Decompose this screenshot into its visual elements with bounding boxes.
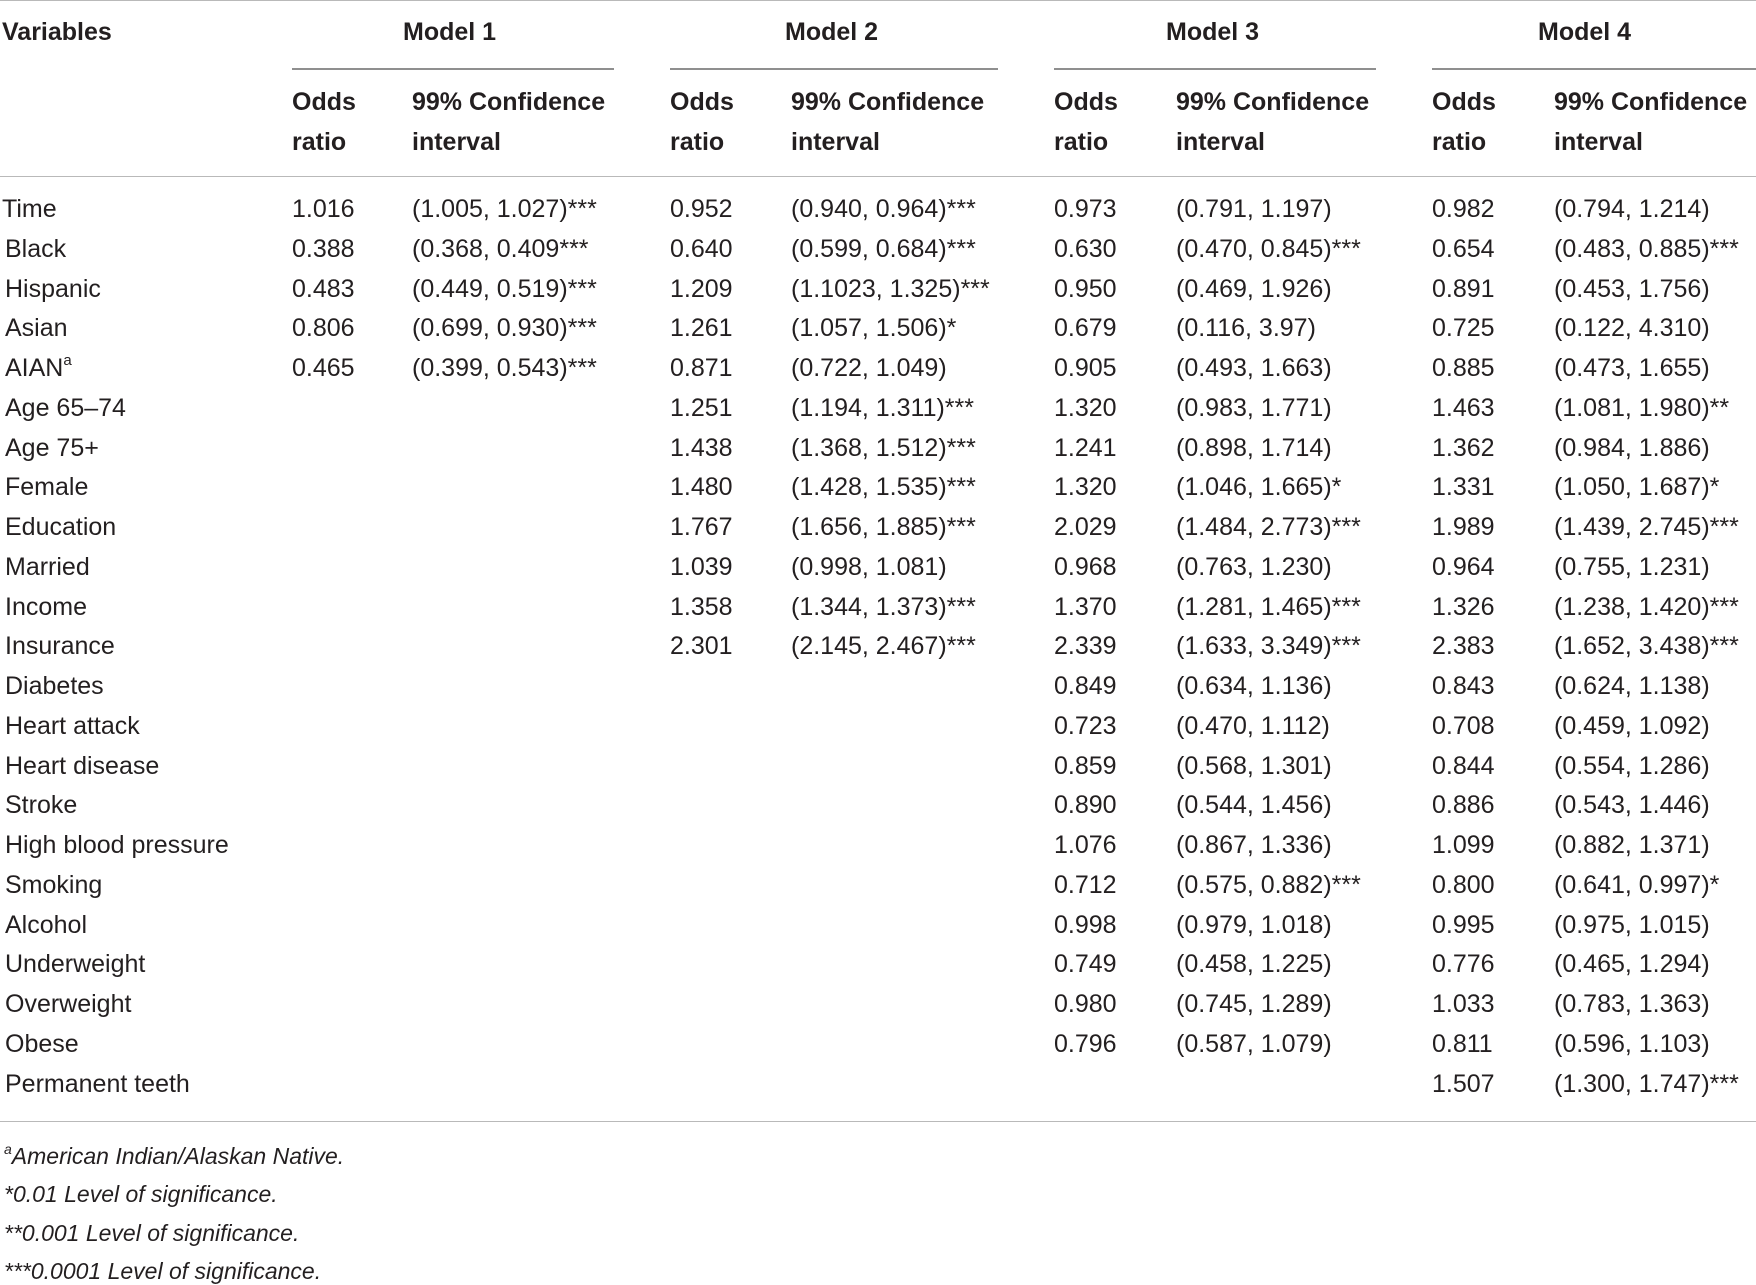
- confidence-interval-cell: (0.449, 0.519)***: [412, 274, 597, 303]
- confidence-interval-cell: (0.544, 1.456): [1176, 791, 1332, 820]
- variables-header: Variables: [2, 18, 112, 46]
- confidence-interval-cell: (0.940, 0.964)***: [791, 195, 976, 223]
- odds-ratio-cell: 0.905: [1054, 354, 1117, 382]
- confidence-interval-cell: (0.493, 1.663): [1176, 354, 1332, 382]
- confidence-interval-cell: (1.050, 1.687)*: [1554, 473, 1720, 502]
- odds-ratio-cell: 0.952: [670, 195, 733, 223]
- confidence-interval-cell: (1.439, 2.745)***: [1554, 513, 1739, 541]
- odds-ratio-cell: 2.383: [1432, 632, 1495, 661]
- variable-label: Smoking: [5, 870, 103, 899]
- confidence-interval-cell: (0.979, 1.018): [1176, 910, 1332, 939]
- footnote: ***0.0001 Level of significance.: [4, 1258, 322, 1284]
- confidence-interval-cell: (1.633, 3.349)***: [1176, 632, 1361, 661]
- confidence-interval-cell: (0.465, 1.294): [1554, 950, 1710, 979]
- odds-ratio-subheader: Odds ratio: [292, 88, 356, 156]
- confidence-interval-cell: (1.300, 1.747)***: [1554, 1069, 1739, 1098]
- confidence-interval-cell: (0.755, 1.231): [1554, 552, 1710, 581]
- variable-label: Asian: [5, 314, 68, 343]
- variable-label: Time: [2, 195, 57, 223]
- confidence-interval-cell: (1.005, 1.027)***: [412, 195, 597, 223]
- odds-ratio-cell: 0.980: [1054, 990, 1117, 1018]
- variable-label: Stroke: [5, 791, 78, 820]
- confidence-interval-cell: (1.652, 3.438)***: [1554, 632, 1739, 661]
- confidence-interval-cell: (1.194, 1.311)***: [791, 393, 974, 422]
- confidence-interval-subheader: 99% Confidence interval: [1554, 88, 1748, 156]
- odds-ratio-cell: 1.039: [670, 552, 733, 581]
- odds-ratio-cell: 1.076: [1054, 831, 1117, 859]
- model-3-underline: [1054, 68, 1376, 70]
- variable-label: Black: [5, 234, 67, 263]
- confidence-interval-cell: (0.470, 1.112): [1176, 711, 1330, 740]
- odds-ratio-cell: 2.029: [1054, 513, 1117, 541]
- odds-ratio-cell: 1.320: [1054, 393, 1117, 422]
- variable-label: Heart disease: [5, 751, 160, 780]
- odds-ratio-cell: 0.723: [1054, 711, 1117, 740]
- odds-ratio-cell: 0.708: [1432, 711, 1495, 740]
- odds-ratio-cell: 0.950: [1054, 274, 1117, 303]
- model-4-underline: [1432, 68, 1756, 70]
- confidence-interval-cell: (0.984, 1.886): [1554, 433, 1710, 462]
- variable-label: AIAN$^a$: [5, 352, 72, 382]
- variable-label: Age 65–74: [5, 393, 126, 422]
- odds-ratio-cell: 1.463: [1432, 393, 1495, 422]
- odds-ratio-cell: 0.844: [1432, 751, 1495, 780]
- odds-ratio-cell: 1.209: [670, 274, 733, 303]
- confidence-interval-cell: (0.641, 0.997)*: [1554, 870, 1720, 899]
- odds-ratio-subheader: Odds ratio: [1432, 88, 1496, 156]
- odds-ratio-cell: 0.465: [292, 354, 355, 382]
- odds-ratio-cell: 0.885: [1432, 354, 1495, 382]
- odds-ratio-cell: 0.806: [292, 314, 355, 343]
- model-4-header: Model 4: [1538, 18, 1632, 46]
- odds-ratio-cell: 0.890: [1054, 791, 1117, 820]
- odds-ratio-cell: 0.811: [1432, 1029, 1493, 1058]
- confidence-interval-cell: (1.081, 1.980)**: [1554, 393, 1730, 422]
- confidence-interval-subheader: 99% Confidence interval: [1176, 88, 1370, 156]
- confidence-interval-cell: (0.469, 1.926): [1176, 274, 1332, 303]
- odds-ratio-cell: 1.241: [1054, 433, 1117, 462]
- odds-ratio-cell: 0.800: [1432, 870, 1495, 899]
- confidence-interval-cell: (0.763, 1.230): [1176, 552, 1332, 581]
- odds-ratio-cell: 1.480: [670, 473, 733, 502]
- footnote-marker: a: [4, 1141, 12, 1157]
- confidence-interval-cell: (1.057, 1.506)*: [791, 314, 957, 343]
- bottom-rule: [0, 1121, 1756, 1122]
- confidence-interval-cell: (0.399, 0.543)***: [412, 354, 597, 382]
- variable-label: Married: [5, 552, 90, 581]
- odds-ratio-cell: 0.776: [1432, 950, 1495, 979]
- odds-ratio-cell: 0.982: [1432, 195, 1495, 223]
- odds-ratio-cell: 1.370: [1054, 592, 1117, 621]
- confidence-interval-cell: (0.554, 1.286): [1554, 751, 1710, 780]
- confidence-interval-cell: (0.867, 1.336): [1176, 831, 1332, 859]
- odds-ratio-cell: 2.339: [1054, 632, 1117, 661]
- odds-ratio-cell: 1.326: [1432, 592, 1495, 621]
- odds-ratio-cell: 1.320: [1054, 473, 1117, 502]
- confidence-interval-cell: (1.428, 1.535)***: [791, 473, 976, 502]
- confidence-interval-cell: (0.898, 1.714): [1176, 433, 1332, 462]
- variable-label: Obese: [5, 1029, 79, 1058]
- confidence-interval-cell: (0.458, 1.225): [1176, 950, 1332, 979]
- model-1-header: Model 1: [403, 18, 497, 46]
- confidence-interval-cell: (0.596, 1.103): [1554, 1029, 1710, 1058]
- confidence-interval-cell: (0.599, 0.684)***: [791, 234, 976, 263]
- odds-ratio-cell: 0.871: [670, 354, 733, 382]
- confidence-interval-cell: (1.046, 1.665)*: [1176, 473, 1342, 502]
- footnote: **0.001 Level of significance.: [4, 1220, 300, 1246]
- odds-ratio-cell: 1.331: [1432, 473, 1495, 502]
- variable-label: Education: [5, 513, 117, 541]
- confidence-interval-cell: (0.473, 1.655): [1554, 354, 1710, 382]
- confidence-interval-cell: (2.145, 2.467)***: [791, 632, 976, 661]
- confidence-interval-cell: (0.634, 1.136): [1176, 672, 1332, 700]
- odds-ratio-cell: 2.301: [670, 632, 733, 661]
- odds-ratio-cell: 0.712: [1054, 870, 1117, 899]
- odds-ratio-cell: 1.261: [670, 314, 733, 343]
- variable-label: Heart attack: [5, 711, 140, 740]
- confidence-interval-cell: (1.656, 1.885)***: [791, 513, 976, 541]
- model-2-header: Model 2: [785, 18, 879, 46]
- odds-ratio-cell: 1.016: [292, 195, 355, 223]
- confidence-interval-cell: (0.983, 1.771): [1176, 393, 1332, 422]
- confidence-interval-cell: (0.783, 1.363): [1554, 990, 1710, 1018]
- odds-ratio-cell: 1.033: [1432, 990, 1495, 1018]
- confidence-interval-cell: (0.116, 3.97): [1176, 314, 1316, 343]
- odds-ratio-cell: 0.968: [1054, 552, 1117, 581]
- confidence-interval-cell: (0.722, 1.049): [791, 354, 947, 382]
- confidence-interval-cell: (0.794, 1.214): [1554, 195, 1710, 223]
- confidence-interval-cell: (1.344, 1.373)***: [791, 592, 976, 621]
- confidence-interval-cell: (0.470, 0.845)***: [1176, 234, 1361, 263]
- top-rule: [0, 0, 1756, 1]
- confidence-interval-cell: (1.1023, 1.325)***: [791, 274, 990, 303]
- variable-label: Insurance: [5, 632, 115, 661]
- variable-label: Permanent teeth: [5, 1069, 190, 1098]
- model-3-header: Model 3: [1166, 18, 1260, 46]
- confidence-interval-cell: (0.483, 0.885)***: [1554, 234, 1739, 263]
- variable-label: Hispanic: [5, 274, 101, 303]
- odds-ratio-cell: 1.251: [670, 393, 733, 422]
- confidence-interval-cell: (0.568, 1.301): [1176, 751, 1332, 780]
- confidence-interval-cell: (0.575, 0.882)***: [1176, 870, 1361, 899]
- odds-ratio-subheader: Odds ratio: [670, 88, 734, 156]
- odds-ratio-cell: 0.891: [1432, 274, 1495, 303]
- odds-ratio-cell: 1.767: [670, 513, 733, 541]
- odds-ratio-cell: 1.358: [670, 592, 733, 621]
- variable-label: Underweight: [5, 950, 146, 979]
- odds-ratio-cell: 0.640: [670, 234, 733, 263]
- confidence-interval-cell: (0.975, 1.015): [1554, 910, 1710, 939]
- odds-ratio-cell: 0.796: [1054, 1029, 1117, 1058]
- odds-ratio-cell: 0.843: [1432, 672, 1495, 700]
- odds-ratio-cell: 0.849: [1054, 672, 1117, 700]
- confidence-interval-cell: (0.699, 0.930)***: [412, 314, 597, 343]
- variable-label: Overweight: [5, 990, 132, 1018]
- confidence-interval-subheader: 99% Confidence interval: [791, 88, 985, 156]
- confidence-interval-cell: (0.543, 1.446): [1554, 791, 1710, 820]
- confidence-interval-cell: (1.281, 1.465)***: [1176, 592, 1361, 621]
- odds-ratio-cell: 1.438: [670, 433, 733, 462]
- odds-ratio-cell: 0.483: [292, 274, 355, 303]
- confidence-interval-subheader: 99% Confidence interval: [412, 88, 606, 156]
- confidence-interval-cell: (1.238, 1.420)***: [1554, 592, 1739, 621]
- variable-label: Age 75+: [5, 433, 99, 462]
- variable-label: Income: [5, 592, 87, 621]
- odds-ratio-cell: 0.630: [1054, 234, 1117, 263]
- footnote-marker: a: [63, 352, 72, 369]
- confidence-interval-cell: (0.882, 1.371): [1554, 831, 1710, 859]
- odds-ratio-cell: 1.099: [1432, 831, 1495, 859]
- odds-ratio-cell: 1.362: [1432, 433, 1495, 462]
- odds-ratio-cell: 0.995: [1432, 910, 1495, 939]
- confidence-interval-cell: (0.791, 1.197): [1176, 195, 1332, 223]
- odds-ratio-cell: 0.998: [1054, 910, 1117, 939]
- confidence-interval-cell: (1.368, 1.512)***: [791, 433, 976, 462]
- confidence-interval-cell: (0.587, 1.079): [1176, 1029, 1332, 1058]
- odds-ratio-cell: 1.989: [1432, 513, 1495, 541]
- footnote: *0.01 Level of significance.: [4, 1181, 278, 1207]
- odds-ratio-cell: 0.725: [1432, 314, 1495, 343]
- model-1-underline: [292, 68, 614, 70]
- odds-ratio-cell: 1.507: [1432, 1069, 1495, 1098]
- variable-label: Diabetes: [5, 672, 104, 700]
- confidence-interval-cell: (1.484, 2.773)***: [1176, 513, 1361, 541]
- odds-ratio-subheader: Odds ratio: [1054, 88, 1118, 156]
- variable-label: Female: [5, 473, 89, 502]
- odds-ratio-cell: 0.859: [1054, 751, 1117, 780]
- confidence-interval-cell: (0.745, 1.289): [1176, 990, 1332, 1018]
- model-2-underline: [670, 68, 998, 70]
- odds-ratio-cell: 0.654: [1432, 234, 1495, 263]
- odds-ratio-cell: 0.964: [1432, 552, 1495, 581]
- variable-label: Alcohol: [5, 910, 87, 939]
- confidence-interval-cell: (0.368, 0.409***: [412, 234, 589, 263]
- confidence-interval-cell: (0.624, 1.138): [1554, 672, 1710, 700]
- variable-label: High blood pressure: [5, 831, 229, 859]
- odds-ratio-cell: 0.749: [1054, 950, 1117, 979]
- odds-ratio-cell: 0.679: [1054, 314, 1117, 343]
- odds-ratio-cell: 0.973: [1054, 195, 1117, 223]
- footnote: $^a$American Indian/Alaskan Native.: [4, 1141, 345, 1169]
- confidence-interval-cell: (0.453, 1.756): [1554, 274, 1710, 303]
- confidence-interval-cell: (0.122, 4.310): [1554, 314, 1710, 343]
- odds-ratio-cell: 0.388: [292, 234, 355, 263]
- confidence-interval-cell: (0.459, 1.092): [1554, 711, 1710, 740]
- header-rule: [0, 176, 1756, 177]
- odds-ratio-cell: 0.886: [1432, 791, 1495, 820]
- confidence-interval-cell: (0.998, 1.081): [791, 552, 947, 581]
